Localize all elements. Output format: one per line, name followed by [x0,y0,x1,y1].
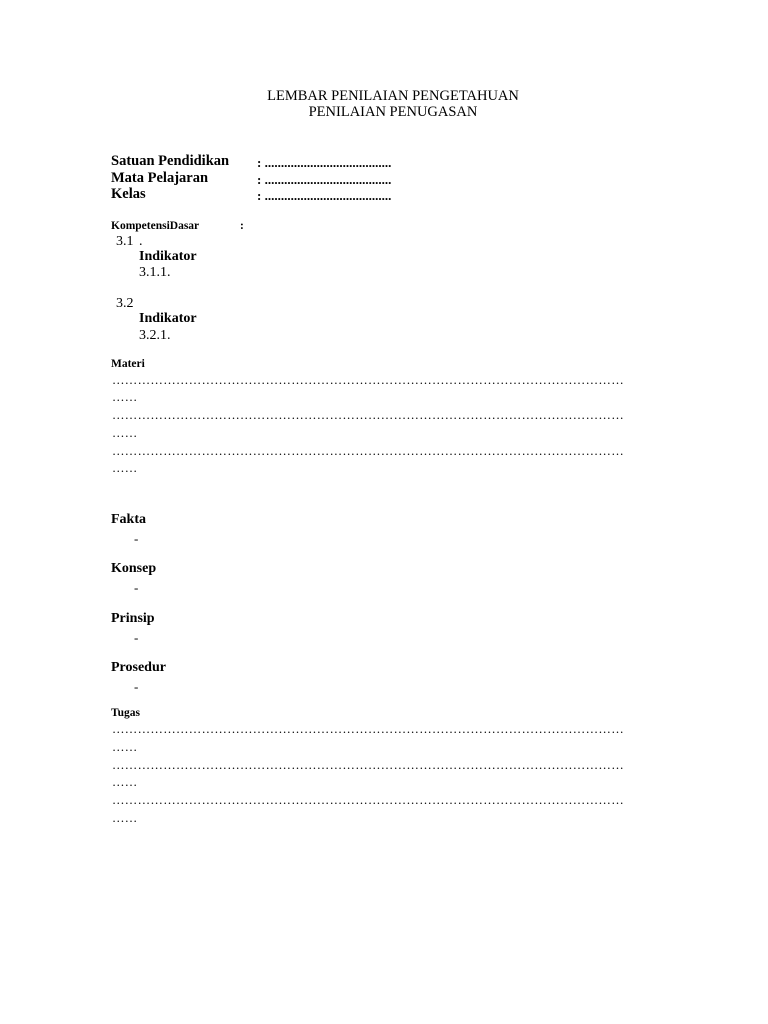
mata-pelajaran-value: : ....................................... [257,172,392,187]
prinsip-label: Prinsip [111,611,155,626]
kd-3-2-number: 3.2 [116,296,134,311]
satuan-pendidikan-value: : ....................................... [257,155,392,170]
materi-dotted-line-1: ………………………………………………………………………………………………………… [112,373,624,387]
kd-3-1-text: . [139,234,143,249]
konsep-item: - [134,580,139,595]
kompetensi-dasar-label: KompetensiDasar [111,220,200,232]
kd-3-1-indikator-item: 3.1.1. [139,265,171,280]
konsep-label: Konsep [111,561,157,576]
materi-dotted-line-3: ………………………………………………………………………………………………………… [112,444,624,458]
kd-3-1-number: 3.1 [116,234,134,249]
mata-pelajaran-label: Mata Pelajaran [111,170,209,186]
kelas-value: : ....................................... [257,188,392,203]
document-title-line1: LEMBAR PENILAIAN PENGETAHUAN [267,88,519,104]
satuan-pendidikan-label: Satuan Pendidikan [111,153,230,169]
tugas-dotted-line-3-cont: …… [112,811,138,825]
tugas-dotted-line-3: ………………………………………………………………………………………………………… [112,793,624,807]
kd-3-2-indikator-label: Indikator [139,311,197,326]
kd-3-1-indikator-label: Indikator [139,249,197,264]
tugas-label: Tugas [111,707,140,719]
tugas-dotted-line-1-cont: …… [112,740,138,754]
tugas-dotted-line-1: ………………………………………………………………………………………………………… [112,722,624,736]
prosedur-label: Prosedur [111,660,166,675]
materi-dotted-line-1-cont: …… [112,390,138,404]
materi-dotted-line-2-cont: …… [112,426,138,440]
tugas-dotted-line-2: ………………………………………………………………………………………………………… [112,758,624,772]
tugas-dotted-line-2-cont: …… [112,775,138,789]
fakta-item: - [134,531,139,546]
kompetensi-dasar-colon: : [240,220,244,232]
materi-dotted-line-2: ………………………………………………………………………………………………………… [112,408,624,422]
materi-dotted-line-3-cont: …… [112,461,138,475]
prinsip-item: - [134,630,139,645]
kd-3-2-indikator-item: 3.2.1. [139,328,171,343]
document-title-line2: PENILAIAN PENUGASAN [308,104,478,120]
prosedur-item: - [134,679,139,694]
kelas-label: Kelas [111,186,146,202]
fakta-label: Fakta [111,512,146,527]
materi-label: Materi [111,358,145,370]
